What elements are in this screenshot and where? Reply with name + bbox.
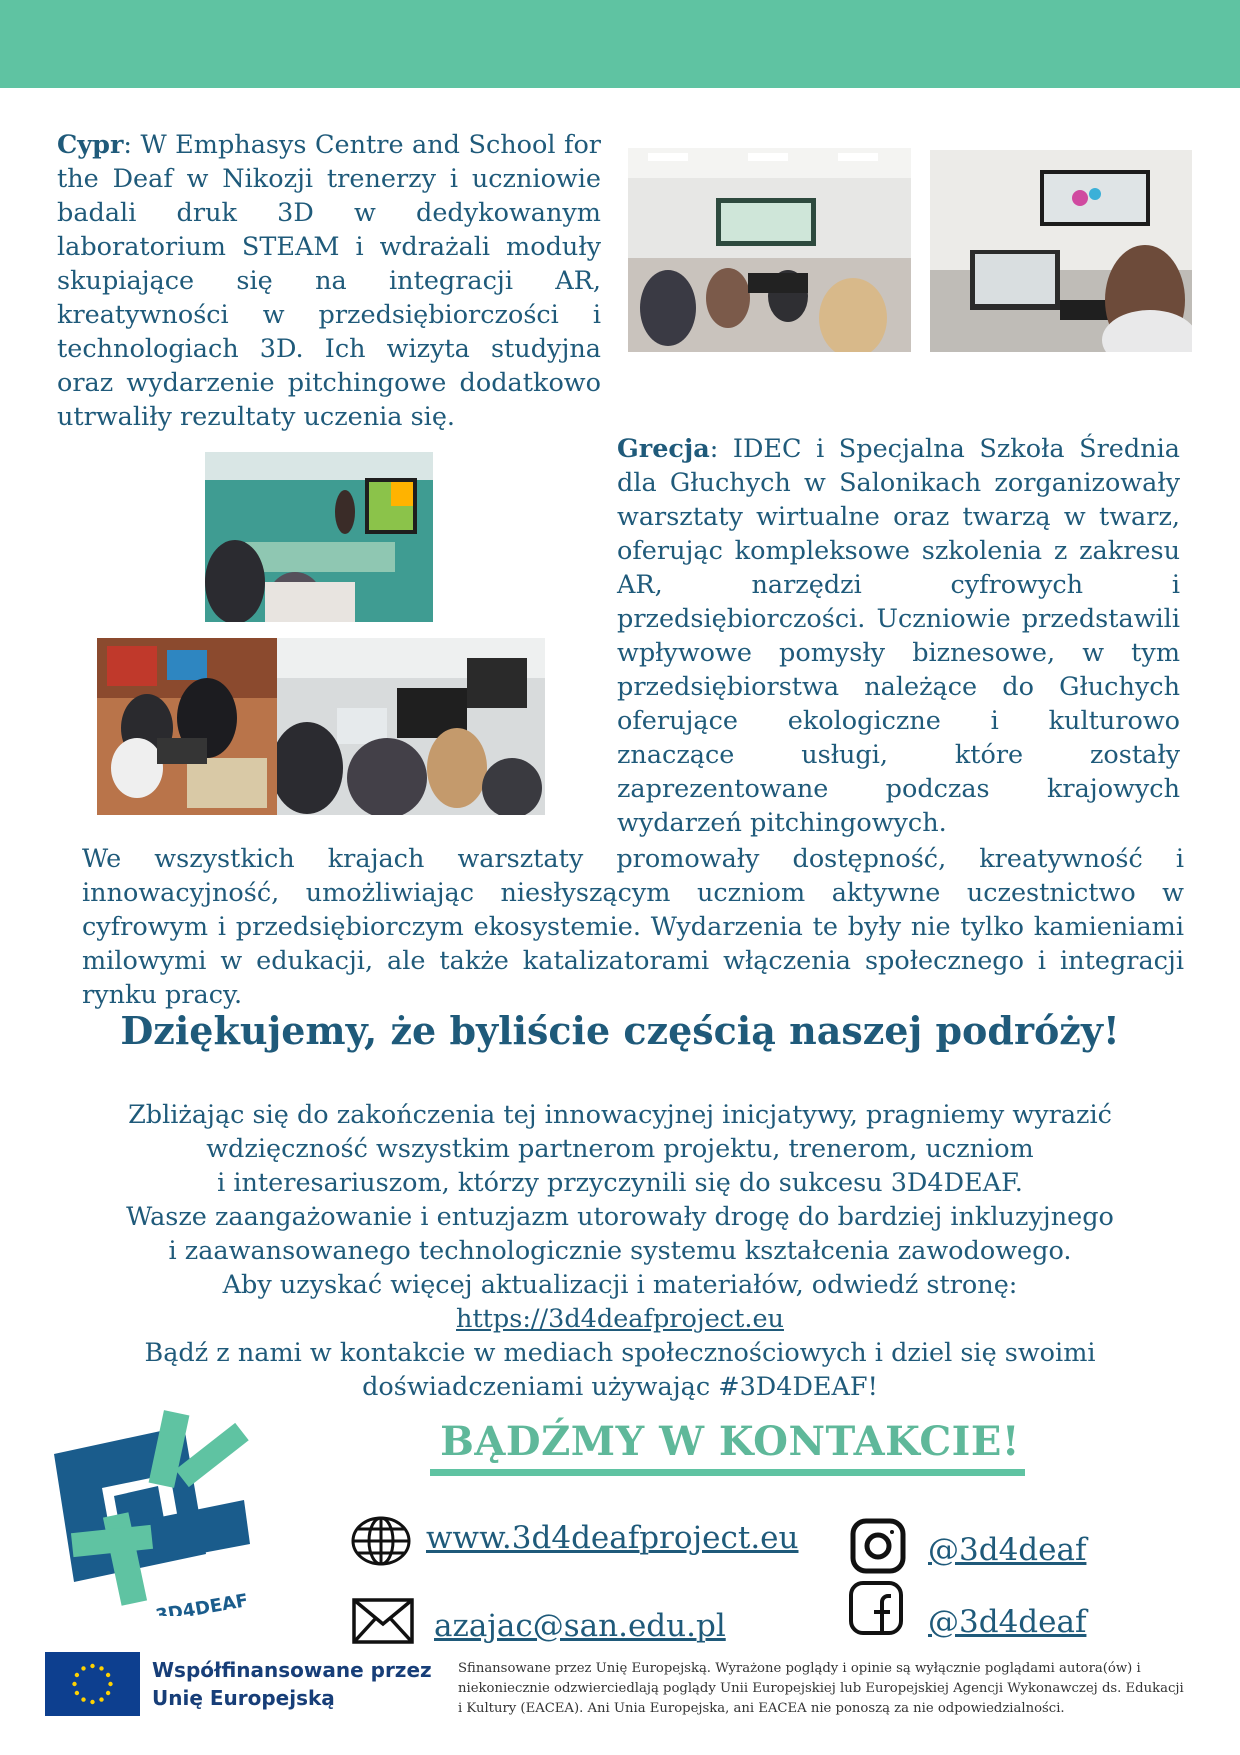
closing-line: doświadczeniami używając #3D4DEAF!: [362, 1372, 878, 1402]
facebook-icon: [848, 1580, 904, 1636]
closing-line: Wasze zaangażowanie i entuzjazm utorowały drogę do bardziej inkluzyjnego: [126, 1202, 1114, 1232]
contact-heading: BĄDŹMY W KONTAKCIE!: [440, 1418, 1020, 1465]
summary-paragraph: We wszystkich krajach warsztaty promowały dostępność, kreatywność i innowacyjność, umożliwiając niesłyszącym uczniom aktywne uczestnictwo w cyfrowym i przedsiębiorczym ekosystemie. Wydarzenia te były nie tylko kamieniami milowymi w edukacji, ale także katalizatorami włączenia społecznego i integracji rynku pracy.: [82, 844, 1184, 1010]
cyprus-label: Cypr: [57, 130, 124, 160]
cyprus-paragraph: [57, 128, 601, 434]
project-url-link[interactable]: https://3d4deafproject.eu: [456, 1304, 784, 1334]
photo-greece-classroom: [205, 452, 433, 622]
greece-label: Grecja: [617, 434, 710, 464]
eu-funding-line: Współfinansowane przez: [152, 1658, 432, 1682]
facebook-link[interactable]: @3d4deaf: [928, 1604, 1087, 1640]
photo-greece-workshop-1: [97, 638, 277, 815]
closing-line: i zaawansowanego technologicznie systemu kształcenia zawodowego.: [168, 1236, 1072, 1266]
closing-line: wdzięczność wszystkim partnerom projektu, trenerom, uczniom: [206, 1134, 1034, 1164]
eu-funding-line: Unię Europejską: [152, 1686, 335, 1710]
closing-line: Bądź z nami w kontakcie w mediach społecznościowych i dziel się swoimi: [144, 1338, 1096, 1368]
photo-cyprus-lab: [930, 150, 1192, 352]
closing-line: Aby uzyskać więcej aktualizacji i materiałów, odwiedź stronę:: [222, 1270, 1018, 1300]
eu-funding-label: [152, 1656, 432, 1712]
cyprus-text: : W Emphasys Centre and School for the Deaf w Nikozji trenerzy i uczniowie badali druk 3D w dedykowanym laboratorium STEAM i wdrażali moduły skupiające się na integracji AR, kreatywności w przedsiębiorczości i technologiach 3D. Ich wizyta studyjna oraz wydarzenie pitchingowe dodatkowo utrwaliły rezultaty uczenia się.: [57, 130, 601, 432]
closing-line: Zbliżając się do zakończenia tej innowacyjnej inicjatywy, pragniemy wyrazić: [128, 1100, 1112, 1130]
header-band: [0, 0, 1240, 88]
instagram-icon: [850, 1518, 906, 1574]
3d4deaf-logo: [44, 1404, 250, 1616]
closing-line: i interesariuszom, którzy przyczynili się do sukcesu 3D4DEAF.: [217, 1168, 1023, 1198]
photo-greece-workshop-2: [277, 638, 545, 815]
photo-cyprus-classroom: [628, 148, 911, 352]
mail-icon: [352, 1598, 414, 1644]
globe-icon: [350, 1515, 412, 1567]
email-link[interactable]: azajac@san.edu.pl: [434, 1608, 726, 1644]
logo-text: 3D4DEAF: [154, 1590, 250, 1616]
eu-disclaimer: Sfinansowane przez Unię Europejską. Wyrażone poglądy i opinie są wyłącznie poglądami autora(ów) i niekoniecznie odzwierciedlają poglądy Unii Europejskiej lub Europejskiej Agencji Wykonawczej ds. Edukacji i Kultury (EACEA). Ani Unia Europejska, ani EACEA nie ponoszą za nie odpowiedzialności.: [458, 1661, 1184, 1716]
website-link[interactable]: www.3d4deafproject.eu: [426, 1520, 799, 1556]
contact-underline: [430, 1469, 1025, 1476]
thanks-heading: Dziękujemy, że byliście częścią naszej podróży!: [120, 1008, 1120, 1053]
greece-text: : IDEC i Specjalna Szkoła Średnia dla Głuchych w Salonikach zorganizowały warsztaty wirtualne oraz twarzą w twarz, oferując kompleksowe szkolenia z zakresu AR, narzędzi cyfrowych i przedsiębiorczości. Uczniowie przedstawili wpływowe pomysły biznesowe, w tym przedsiębiorstwa należące do Głuchych oferujące ekologiczne i kulturowo znaczące usługi, które zostały zaprezentowane podczas krajowych wydarzeń pitchingowych.: [617, 434, 1180, 838]
eu-flag: [45, 1652, 140, 1716]
closing-paragraph: [0, 1098, 1240, 1404]
greece-paragraph: [617, 432, 1180, 840]
instagram-link[interactable]: @3d4deaf: [928, 1532, 1087, 1568]
